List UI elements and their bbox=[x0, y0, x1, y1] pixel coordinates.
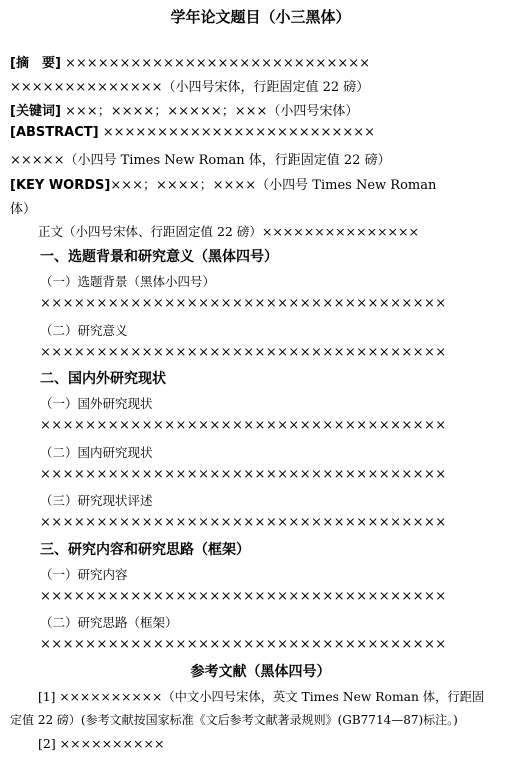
subsection-heading: （二）研究意义 bbox=[40, 323, 128, 338]
section-content: ×××××××××××××××××××××××××××××××××××× bbox=[40, 418, 447, 433]
abstract-en-label: [ABSTRACT] bbox=[10, 125, 99, 140]
paper-title: 学年论文题目（小三黑体） bbox=[170, 8, 351, 26]
abstract-en-line-1 bbox=[10, 125, 515, 140]
keywords-text: ×××；××××；×××××；×××（小四号宋体） bbox=[60, 104, 359, 119]
keywords-en-line-2: 体） bbox=[10, 202, 37, 217]
keywords-en-label: [KEY WORDS] bbox=[10, 178, 111, 193]
subsection-heading: （二）研究思路（框架） bbox=[40, 615, 178, 630]
keywords-en-line-1 bbox=[10, 174, 515, 193]
subsection-heading: （二）国内研究现状 bbox=[40, 445, 153, 460]
body-note: 正文（小四号宋体、行距固定值 22 磅）××××××××××××××× bbox=[38, 224, 419, 239]
keywords-line bbox=[10, 100, 515, 119]
keywords-en-text-1: ×××；××××；××××（小四号 Times New Roman bbox=[110, 178, 437, 193]
subsection-heading: （三）研究现状评述 bbox=[40, 493, 153, 508]
abstract-line-2: ××××××××××××××（小四号宋体，行距固定值 22 磅） bbox=[10, 80, 370, 95]
section-content: ×××××××××××××××××××××××××××××××××××× bbox=[40, 296, 447, 311]
subsection-heading: （一）研究内容 bbox=[40, 567, 128, 582]
reference-item-2: [2] ×××××××××× bbox=[38, 736, 165, 751]
section-heading: 一、选题背景和研究意义（黑体四号） bbox=[40, 249, 278, 265]
abstract-en-text-1: ××××××××××××××××××××××××× bbox=[98, 125, 376, 140]
section-content: ×××××××××××××××××××××××××××××××××××× bbox=[40, 345, 447, 360]
section-content: ×××××××××××××××××××××××××××××××××××× bbox=[40, 589, 447, 604]
references-heading: 参考文献（黑体四号） bbox=[190, 664, 331, 680]
abstract-line-1 bbox=[10, 52, 515, 71]
abstract-en-line-2: ×××××（小四号 Times New Roman 体，行距固定值 22 磅） bbox=[10, 153, 391, 168]
section-content: ×××××××××××××××××××××××××××××××××××× bbox=[40, 515, 447, 530]
abstract-label: [摘 要] bbox=[10, 56, 61, 71]
keywords-label: [关键词] bbox=[10, 104, 61, 119]
subsection-heading: （一）选题背景（黑体小四号） bbox=[40, 274, 216, 289]
reference-item-1-line-2: 定值 22 磅）(参考文献按国家标准《文后参考文献著录规则》(GB7714—87)标注。) bbox=[10, 713, 458, 727]
section-content: ×××××××××××××××××××××××××××××××××××× bbox=[40, 637, 447, 652]
section-heading: 二、国内外研究现状 bbox=[40, 371, 166, 387]
abstract-text-1: ×××××××××××××××××××××××××××× bbox=[60, 56, 371, 71]
section-content: ×××××××××××××××××××××××××××××××××××× bbox=[40, 467, 447, 482]
reference-item-1-line-1: [1] ××××××××××（中文小四号宋体，英文 Times New Roman 体，行距固 bbox=[38, 690, 485, 704]
section-heading: 三、研究内容和研究思路（框架） bbox=[40, 542, 250, 558]
subsection-heading: （一）国外研究现状 bbox=[40, 396, 153, 411]
